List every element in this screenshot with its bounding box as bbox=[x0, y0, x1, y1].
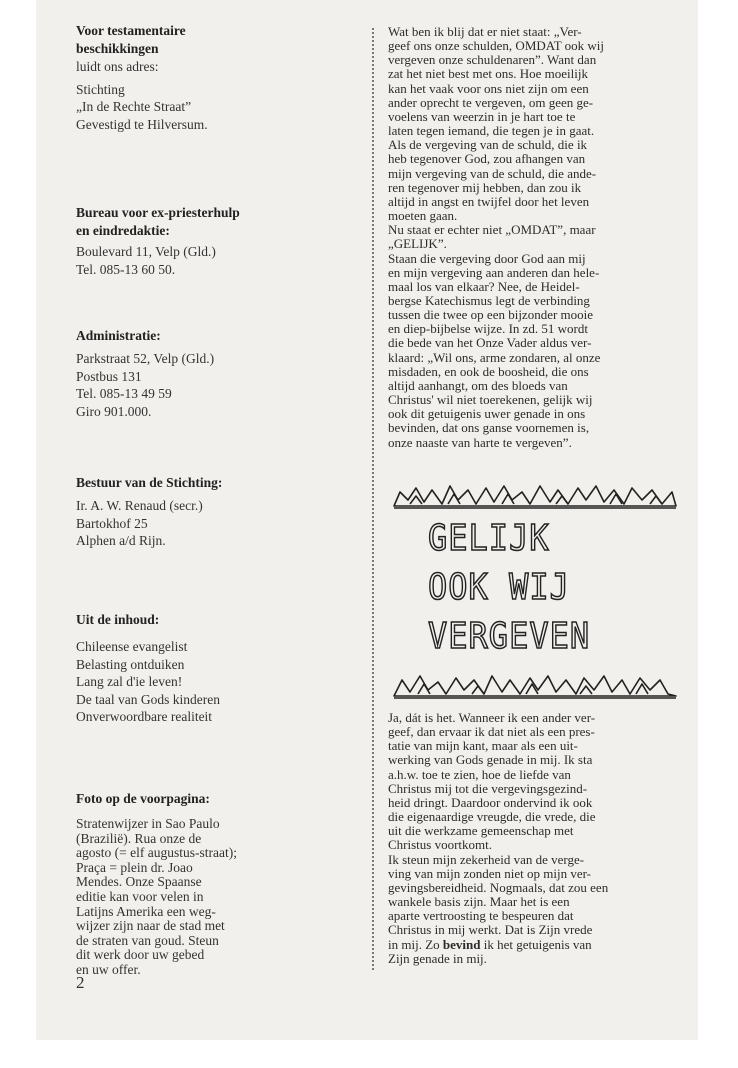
section-heading: Voor testamentaire bbox=[76, 23, 186, 38]
section-heading: Administratie: bbox=[76, 328, 161, 343]
section-administratie bbox=[76, 327, 326, 420]
text-line: moeten gaan. bbox=[388, 208, 458, 224]
title-line: GELIJK bbox=[428, 516, 550, 559]
section-line: Postbus 131 bbox=[76, 368, 142, 384]
text-line: Christus in mij werkt. Dat is Zijn vrede bbox=[388, 922, 593, 938]
text-line: voelens van weerzin in je hart toe te bbox=[388, 108, 576, 124]
section-line: editie kan voor velen in bbox=[76, 888, 204, 904]
text-line: tussen die twee op een bijzonder mooie bbox=[388, 307, 594, 323]
text-line: Staan die vergeving door God aan mij bbox=[388, 250, 586, 266]
text-line: Ik steun mijn zekerheid van de verge- bbox=[388, 851, 585, 867]
section-line: „In de Rechte Straat” bbox=[76, 99, 192, 114]
section-heading: beschikkingen bbox=[76, 41, 159, 56]
section-testament bbox=[76, 22, 326, 133]
text-line: bergse Katechismus legt de verbinding bbox=[388, 292, 590, 308]
section-foto bbox=[76, 790, 326, 978]
text-line: aparte vertroosting te bespeuren dat bbox=[388, 908, 574, 924]
decorative-banner-top bbox=[390, 478, 680, 512]
section-bureau bbox=[76, 204, 326, 278]
article-paragraph bbox=[388, 25, 678, 450]
text-line: a.h.w. toe te zien, hoe de liefde van bbox=[388, 766, 571, 782]
section-line: Giro 901.000. bbox=[76, 403, 152, 419]
section-heading: Bureau voor ex-priesterhulp bbox=[76, 205, 240, 220]
section-line: Tel. 085-13 60 50. bbox=[76, 261, 176, 277]
text-line: heid dringt. Daardoor ondervind ik ook bbox=[388, 794, 593, 810]
text-line: en mijn vergeving aan anderen dan hele- bbox=[388, 264, 600, 280]
text-line: „GELIJK”. bbox=[388, 236, 447, 252]
text-line: zat het niet best met ons. Hoe moeilijk bbox=[388, 66, 589, 82]
text-line: ander oprecht te vergeven, om geen ge- bbox=[388, 94, 594, 110]
section-line: Belasting ontduiken bbox=[76, 656, 185, 672]
text-line: Zijn genade in mij. bbox=[388, 950, 487, 966]
section-line: Praça = plein dr. Joao bbox=[76, 859, 193, 875]
section-line: Boulevard 11, Velp (Gld.) bbox=[76, 244, 216, 259]
section-line: Parkstraat 52, Velp (Gld.) bbox=[76, 351, 215, 366]
text-line: Ja, dát is het. Wanneer ik een ander ver- bbox=[388, 710, 596, 725]
text-line: Christus voortkomt. bbox=[388, 837, 493, 853]
text-line: klaard: „Wil ons, arme zondaren, al onze bbox=[388, 349, 601, 365]
text-line: vergeven onze schuldenaren”. Want dan bbox=[388, 52, 597, 68]
magazine-page bbox=[36, 0, 698, 1040]
text-line: Christus' wil niet toerekenen, gelijk wij bbox=[388, 392, 593, 408]
article-paragraph bbox=[388, 711, 678, 966]
text-line: gevingsbereidheid. Nogmaals, dat zou een bbox=[388, 879, 609, 895]
text-line: Wat ben ik blij dat er niet staat: „Ver- bbox=[388, 24, 582, 39]
page-number: 2 bbox=[76, 973, 85, 992]
text-line: kan het vaak voor ons niet zijn om een bbox=[388, 80, 589, 96]
section-line: wijzer zijn naar de stad met bbox=[76, 918, 225, 934]
section-inhoud bbox=[76, 611, 326, 726]
text-line: Als de vergeving van de schuld, die ik bbox=[388, 137, 588, 153]
text-line: misdaden, en ook de boosheid, die ons bbox=[388, 363, 589, 379]
section-bestuur bbox=[76, 474, 326, 550]
title-line: OOK WIJ bbox=[428, 565, 570, 608]
text-line: maal los van elkaar? Nee, de Heidel- bbox=[388, 278, 580, 294]
section-line: Stichting bbox=[76, 81, 125, 97]
section-heading: en eindredaktie: bbox=[76, 223, 170, 238]
section-line: Gevestigd te Hilversum. bbox=[76, 116, 208, 132]
section-heading: Bestuur van de Stichting: bbox=[76, 475, 223, 490]
text-line: in mij. Zo bevind ik het getuigenis van bbox=[388, 936, 592, 952]
text-line: uit die werkzame gemeenschap met bbox=[388, 823, 574, 839]
section-line: Lang zal d'ie leven! bbox=[76, 674, 183, 689]
section-line: Tel. 085-13 49 59 bbox=[76, 386, 172, 401]
text-line: geef, dan ervaar ik dat niet als een pres- bbox=[388, 724, 595, 740]
text-line: tatie van mijn kant, maar als een uit- bbox=[388, 738, 578, 754]
section-line: de straten van goud. Steun bbox=[76, 932, 219, 948]
text-line: onze naaste van harte te vergeven”. bbox=[388, 434, 572, 450]
section-line: Onverwoordbare realiteit bbox=[76, 709, 213, 724]
section-line: Stratenwijzer in Sao Paulo bbox=[76, 816, 220, 831]
section-line: Latijns Amerika een weg- bbox=[76, 903, 216, 919]
column-divider bbox=[372, 28, 374, 970]
text-line: ren tegenover mij hebben, dan zou ik bbox=[388, 179, 582, 195]
section-line: (Brazilië). Rua onze de bbox=[76, 830, 202, 846]
section-line: Ir. A. W. Renaud (secr.) bbox=[76, 498, 203, 513]
text-line: ook dit getuigenis uwer genade in ons bbox=[388, 406, 586, 422]
article-body bbox=[388, 711, 678, 966]
article-intro bbox=[388, 25, 678, 450]
text-line: altijd in angst en twijfel door het leven bbox=[388, 193, 590, 209]
text-line: ving van mijn zonden niet op mijn ver- bbox=[388, 865, 592, 881]
text-line: mijn vergeving van de schuld, die ande- bbox=[388, 165, 597, 181]
text-line: laten tegen iemand, die tegen je in gaat. bbox=[388, 123, 595, 139]
section-line: Alphen a/d Rijn. bbox=[76, 533, 166, 548]
text-line: werking van Gods genade in mij. Ik sta bbox=[388, 752, 593, 768]
title-line: VERGEVEN bbox=[428, 614, 591, 657]
text-line: wankele basis zijn. Maar het is een bbox=[388, 894, 570, 910]
section-line: Bartokhof 25 bbox=[76, 515, 148, 531]
decorative-banner-bottom bbox=[390, 668, 680, 702]
section-line: Chileense evangelist bbox=[76, 639, 188, 654]
section-line: en uw offer. bbox=[76, 961, 141, 977]
section-line: dit werk door uw gebed bbox=[76, 947, 205, 963]
section-line: agosto (= elf augustus-straat); bbox=[76, 845, 237, 861]
text-line: die bede van het Onze Vader aldus ver- bbox=[388, 335, 592, 351]
text-line: altijd aanhangt, om des bloeds van bbox=[388, 377, 568, 393]
text-line: en diep-bijbelse wijze. In zd. 51 wordt bbox=[388, 321, 588, 337]
text-line: die eigenaardige vreugde, die vrede, die bbox=[388, 809, 596, 825]
text-line: Nu staat er echter niet „OMDAT”, maar bbox=[388, 222, 596, 238]
section-line: luidt ons adres: bbox=[76, 59, 159, 74]
section-line: Mendes. Onze Spaanse bbox=[76, 874, 202, 890]
article-title bbox=[428, 516, 628, 657]
text-line: geef ons onze schulden, OMDAT ook wij bbox=[388, 38, 605, 54]
text-line: Christus mij tot die vergevingsgezind- bbox=[388, 780, 588, 796]
text-line: heb tegenover God, zou afhangen van bbox=[388, 151, 586, 167]
text-line: bevinden, dat ons ganse voornemen is, bbox=[388, 420, 590, 436]
section-line: De taal van Gods kinderen bbox=[76, 691, 220, 707]
section-heading: Uit de inhoud: bbox=[76, 612, 160, 627]
section-heading: Foto op de voorpagina: bbox=[76, 791, 210, 806]
